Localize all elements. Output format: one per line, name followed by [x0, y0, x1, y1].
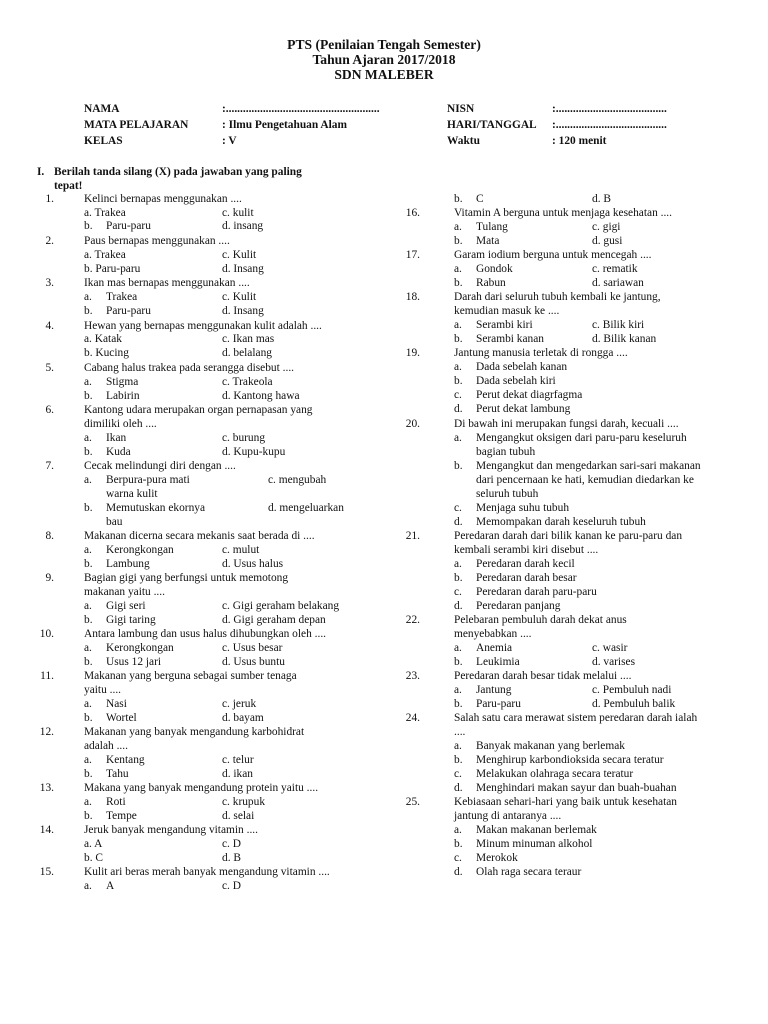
hari-label: HARI/TANGGAL — [447, 119, 537, 131]
question-number: 13. — [39, 782, 54, 794]
answer-option: Perut dekat diagrfagma — [476, 389, 583, 401]
answer-option: Mata — [476, 235, 500, 247]
answer-option: Trakea — [106, 291, 138, 303]
answer-option: c. D — [222, 880, 241, 892]
answer-option: d. Pembuluh balik — [592, 698, 676, 710]
answer-option-letter: b. — [84, 305, 93, 317]
answer-option: Tempe — [106, 810, 137, 822]
answer-option: d. B — [222, 852, 241, 864]
answer-option: Mengangkut oksigen dari paru-paru keseluruh — [476, 432, 687, 444]
answer-option: Rabun — [476, 277, 506, 289]
answer-option: Menghirup karbondioksida secara teratur — [476, 754, 664, 766]
question-number: 20. — [405, 418, 420, 430]
mapel-label: MATA PELAJARAN — [84, 119, 189, 131]
question-number: 25. — [405, 796, 420, 808]
answer-option: c. kulit — [222, 207, 254, 219]
question-number: 19. — [405, 347, 420, 359]
question-number: 7. — [45, 460, 54, 472]
answer-option: C — [476, 193, 484, 205]
answer-option-letter: b. — [454, 698, 463, 710]
waktu-value: : 120 menit — [552, 135, 607, 147]
hari-value: :....................................... — [552, 119, 667, 131]
answer-option: Peredaran darah kecil — [476, 558, 575, 570]
option-text-continued: seluruh tubuh — [476, 488, 539, 500]
answer-option-letter: b. — [84, 558, 93, 570]
answer-option: c. Kulit — [222, 249, 257, 261]
answer-option: d. Insang — [222, 305, 264, 317]
question-number: 21. — [405, 530, 420, 542]
question-text-continued: yaitu .... — [84, 684, 122, 696]
answer-option-letter: b. — [454, 460, 463, 472]
question-text: Paus bernapas menggunakan .... — [84, 235, 230, 247]
answer-option: c. mengubah — [268, 474, 327, 486]
question-number: 14. — [39, 824, 54, 836]
answer-option-letter: a. — [454, 642, 462, 654]
answer-option: Kerongkongan — [106, 642, 174, 654]
answer-option: c. wasir — [592, 642, 628, 654]
answer-option-letter: b. — [84, 712, 93, 724]
answer-option-letter: a. — [84, 880, 92, 892]
answer-option: c. Kulit — [222, 291, 257, 303]
kelas-label: KELAS — [84, 135, 123, 147]
answer-option-letter: a. — [454, 558, 462, 570]
answer-option-letter: a. — [454, 684, 462, 696]
question-text: Makanan dicerna secara mekanis saat berada di .... — [84, 530, 315, 542]
answer-option: Banyak makanan yang berlemak — [476, 740, 625, 752]
nisn-label: NISN — [447, 103, 475, 115]
answer-option: Peredaran darah paru-paru — [476, 586, 597, 598]
answer-option-letter: a. — [84, 600, 92, 612]
answer-option-letter: c. — [454, 389, 462, 401]
question-text: Makana yang banyak mengandung protein yaitu .... — [84, 782, 319, 794]
answer-option: Paru-paru — [106, 220, 151, 232]
answer-option-letter: b. — [454, 656, 463, 668]
question-text: Jeruk banyak mengandung vitamin .... — [84, 824, 258, 836]
answer-option: b. Paru-paru — [84, 263, 141, 275]
question-number: 8. — [45, 530, 54, 542]
question-number: 17. — [405, 249, 420, 261]
answer-option: Gigi seri — [106, 600, 146, 612]
answer-option: Roti — [106, 796, 126, 808]
answer-option: d. selai — [222, 810, 255, 822]
answer-option-letter: a. — [454, 263, 462, 275]
answer-option: Tahu — [106, 768, 129, 780]
mapel-value: : Ilmu Pengetahuan Alam — [222, 119, 347, 131]
question-number: 23. — [405, 670, 420, 682]
answer-option: c. Ikan mas — [222, 333, 275, 345]
answer-option-letter: a. — [84, 432, 92, 444]
answer-option: c. telur — [222, 754, 254, 766]
answer-option-letter: a. — [84, 474, 92, 486]
answer-option: c. D — [222, 838, 241, 850]
answer-option: Wortel — [106, 712, 137, 724]
answer-option: Memutuskan ekornya — [106, 502, 206, 514]
answer-option: Leukimia — [476, 656, 520, 668]
section-instruction-cont: tepat! — [54, 180, 83, 192]
answer-option-letter: d. — [454, 516, 463, 528]
answer-option: Stigma — [106, 376, 139, 388]
answer-option: d. Bilik kanan — [592, 333, 657, 345]
question-text-continued: kemudian masuk ke .... — [454, 305, 560, 317]
question-text: Kulit ari beras merah banyak mengandung vitamin .... — [84, 866, 330, 878]
answer-option: Usus 12 jari — [106, 656, 162, 668]
question-number: 22. — [405, 614, 420, 626]
question-number: 11. — [40, 670, 54, 682]
answer-option: Olah raga secara teraur — [476, 866, 582, 878]
answer-option: d. belalang — [222, 347, 272, 359]
question-number: 12. — [39, 726, 54, 738]
question-text: Di bawah ini merupakan fungsi darah, kecuali .... — [454, 418, 679, 430]
question-number: 15. — [39, 866, 54, 878]
answer-option: Serambi kiri — [476, 319, 533, 331]
answer-option: Gigi taring — [106, 614, 156, 626]
answer-option: d. Usus halus — [222, 558, 284, 570]
answer-option: c. burung — [222, 432, 266, 444]
question-text: Peredaran darah dari bilik kanan ke paru-paru dan — [454, 530, 683, 542]
answer-option-letter: b. — [454, 235, 463, 247]
answer-option: Menghindari makan sayur dan buah-buahan — [476, 782, 677, 794]
answer-option: Berpura-pura mati — [106, 474, 190, 486]
section-numeral: I. — [37, 166, 45, 178]
question-text-continued: jantung di antaranya .... — [454, 810, 562, 822]
question-number: 4. — [45, 320, 54, 332]
answer-option: Makan makanan berlemak — [476, 824, 597, 836]
answer-option: Mengangkut dan mengedarkan sari-sari makanan — [476, 460, 701, 472]
answer-option-letter: a. — [84, 376, 92, 388]
answer-option: a. Trakea — [84, 207, 126, 219]
answer-option: c. Pembuluh nadi — [592, 684, 672, 696]
question-number: 5. — [45, 362, 54, 374]
question-text-continued: makanan yaitu .... — [84, 586, 165, 598]
answer-option: Serambi kanan — [476, 333, 545, 345]
answer-option: d. B — [592, 193, 611, 205]
answer-option-letter: a. — [454, 824, 462, 836]
answer-option-letter: c. — [454, 502, 462, 514]
option-text-continued: warna kulit — [106, 488, 158, 500]
answer-option-letter: d. — [454, 403, 463, 415]
answer-option: c. Bilik kiri — [592, 319, 645, 331]
answer-option-letter: b. — [84, 614, 93, 626]
answer-option: a. Katak — [84, 333, 122, 345]
question-text: Makanan yang berguna sebagai sumber tenaga — [84, 670, 297, 682]
answer-option-letter: a. — [454, 361, 462, 373]
question-text: Makanan yang banyak mengandung karbohidrat — [84, 726, 305, 738]
answer-option-letter: d. — [454, 866, 463, 878]
question-text: Pelebaran pembuluh darah dekat anus — [454, 614, 627, 626]
answer-option: Peredaran darah besar — [476, 572, 577, 584]
answer-option: Peredaran panjang — [476, 600, 561, 612]
answer-option-letter: a. — [84, 544, 92, 556]
answer-option: c. jeruk — [222, 698, 257, 710]
question-text: Kelinci bernapas menggunakan .... — [84, 193, 242, 205]
option-text-continued: dari pencernaan ke hati, kemudian diedarkan ke — [476, 474, 694, 486]
answer-option-letter: a. — [454, 319, 462, 331]
answer-option-letter: b. — [454, 375, 463, 387]
answer-option: Melakukan olahraga secara teratur — [476, 768, 634, 780]
question-text-continued: dimiliki oleh .... — [84, 418, 157, 430]
answer-option-letter: a. — [454, 221, 462, 233]
answer-option: c. mulut — [222, 544, 260, 556]
answer-option: d. Kupu-kupu — [222, 446, 286, 458]
answer-option: Dada sebelah kiri — [476, 375, 556, 387]
answer-option: c. Usus besar — [222, 642, 283, 654]
question-text-continued: adalah .... — [84, 740, 128, 752]
question-text: Darah dari seluruh tubuh kembali ke jantung, — [454, 291, 661, 303]
answer-option: Dada sebelah kanan — [476, 361, 568, 373]
answer-option-letter: b. — [84, 502, 93, 514]
question-number: 3. — [45, 277, 54, 289]
answer-option: Merokok — [476, 852, 518, 864]
answer-option: Memompakan darah keseluruh tubuh — [476, 516, 646, 528]
answer-option: d. Kantong hawa — [222, 390, 300, 402]
exam-title: PTS (Penilaian Tengah Semester) — [287, 37, 481, 52]
answer-option: c. Trakeola — [222, 376, 273, 388]
option-text-continued: bagian tubuh — [476, 446, 536, 458]
answer-option: Ikan — [106, 432, 127, 444]
answer-option-letter: b. — [84, 446, 93, 458]
question-number: 16. — [405, 207, 420, 219]
nama-value: :...................................................... — [222, 103, 380, 115]
answer-option: Menjaga suhu tubuh — [476, 502, 570, 514]
answer-option-letter: b. — [84, 656, 93, 668]
answer-option: Labirin — [106, 390, 140, 402]
answer-option: a. A — [84, 838, 103, 850]
answer-option-letter: c. — [454, 852, 462, 864]
answer-option: d. mengeluarkan — [268, 502, 344, 514]
answer-option-letter: b. — [454, 838, 463, 850]
answer-option-letter: b. — [84, 768, 93, 780]
answer-option: c. gigi — [592, 221, 621, 233]
question-number: 9. — [45, 572, 54, 584]
answer-option: Kuda — [106, 446, 131, 458]
question-text: Hewan yang bernapas menggunakan kulit adalah .... — [84, 320, 322, 332]
answer-option: Kentang — [106, 754, 145, 766]
answer-option: Lambung — [106, 558, 150, 570]
answer-option: b. Kucing — [84, 347, 129, 359]
answer-option-letter: a. — [84, 642, 92, 654]
answer-option: d. varises — [592, 656, 636, 668]
answer-option-letter: a. — [84, 698, 92, 710]
answer-option-letter: a. — [84, 291, 92, 303]
answer-option-letter: b. — [454, 277, 463, 289]
question-text: Kantong udara merupakan organ pernapasan yang — [84, 404, 313, 416]
question-text: Antara lambung dan usus halus dihubungkan oleh .... — [84, 628, 327, 640]
answer-option-letter: d. — [454, 782, 463, 794]
question-text: Peredaran darah besar tidak melalui .... — [454, 670, 632, 682]
answer-option-letter: b. — [84, 220, 93, 232]
question-text: Garam iodium berguna untuk mencegah .... — [454, 249, 652, 261]
answer-option: a. Trakea — [84, 249, 126, 261]
answer-option: d. ikan — [222, 768, 254, 780]
question-text-continued: menyebabkan .... — [454, 628, 532, 640]
question-text: Cabang halus trakea pada serangga disebut .... — [84, 362, 295, 374]
answer-option: Jantung — [476, 684, 512, 696]
answer-option-letter: b. — [84, 810, 93, 822]
nama-label: NAMA — [84, 103, 120, 115]
answer-option-letter: c. — [454, 768, 462, 780]
answer-option: Kerongkongan — [106, 544, 174, 556]
question-number: 1. — [45, 193, 54, 205]
answer-option-letter: b. — [454, 333, 463, 345]
answer-option: d. insang — [222, 220, 264, 232]
answer-option: A — [106, 880, 115, 892]
answer-option: d. Gigi geraham depan — [222, 614, 326, 626]
answer-option: Minum minuman alkohol — [476, 838, 593, 850]
answer-option-letter: a. — [84, 754, 92, 766]
answer-option: c. krupuk — [222, 796, 266, 808]
answer-option: Nasi — [106, 698, 127, 710]
answer-option: c. rematik — [592, 263, 638, 275]
question-text: Bagian gigi yang berfungsi untuk memotong — [84, 572, 289, 584]
question-text-continued: .... — [454, 726, 466, 738]
question-text: Jantung manusia terletak di rongga .... — [454, 347, 628, 359]
answer-option: Tulang — [476, 221, 508, 233]
waktu-label: Waktu — [447, 135, 480, 147]
answer-option: b. C — [84, 852, 103, 864]
question-number: 10. — [39, 628, 54, 640]
answer-option: d. gusi — [592, 235, 623, 247]
option-text-continued: bau — [106, 516, 123, 528]
answer-option: Anemia — [476, 642, 513, 654]
answer-option: Gondok — [476, 263, 513, 275]
question-number: 6. — [45, 404, 54, 416]
answer-option-letter: b. — [454, 572, 463, 584]
section-instruction: Berilah tanda silang (X) pada jawaban yang paling — [54, 166, 302, 178]
question-text: Vitamin A berguna untuk menjaga kesehatan .... — [454, 207, 673, 219]
answer-option-letter: b. — [454, 754, 463, 766]
question-number: 18. — [405, 291, 420, 303]
answer-option: d. sariawan — [592, 277, 644, 289]
answer-option: d. Usus buntu — [222, 656, 285, 668]
answer-option: Paru-paru — [476, 698, 521, 710]
school-name: SDN MALEBER — [334, 67, 434, 82]
question-text: Salah satu cara merawat sistem peredaran darah ialah — [454, 712, 698, 724]
question-text: Kebiasaan sehari-hari yang baik untuk kesehatan — [454, 796, 677, 808]
answer-option: Paru-paru — [106, 305, 151, 317]
nisn-value: :....................................... — [552, 103, 667, 115]
answer-option: c. Gigi geraham belakang — [222, 600, 340, 612]
question-text: Cecak melindungi diri dengan .... — [84, 460, 236, 472]
answer-option-letter: b. — [84, 390, 93, 402]
answer-option: d. bayam — [222, 712, 264, 724]
question-text-continued: kembali serambi kiri disebut .... — [454, 544, 599, 556]
question-number: 24. — [405, 712, 420, 724]
answer-option-letter: a. — [454, 740, 462, 752]
answer-option-letter: a. — [84, 796, 92, 808]
kelas-value: : V — [222, 135, 237, 147]
answer-option: Perut dekat lambung — [476, 403, 571, 415]
school-year: Tahun Ajaran 2017/2018 — [312, 52, 456, 67]
question-number: 2. — [45, 235, 54, 247]
answer-option: d. Insang — [222, 263, 264, 275]
answer-option-letter: d. — [454, 600, 463, 612]
question-text: Ikan mas bernapas menggunakan .... — [84, 277, 250, 289]
answer-option-letter: c. — [454, 586, 462, 598]
answer-option-letter: a. — [454, 432, 462, 444]
answer-option-letter: b. — [454, 193, 463, 205]
